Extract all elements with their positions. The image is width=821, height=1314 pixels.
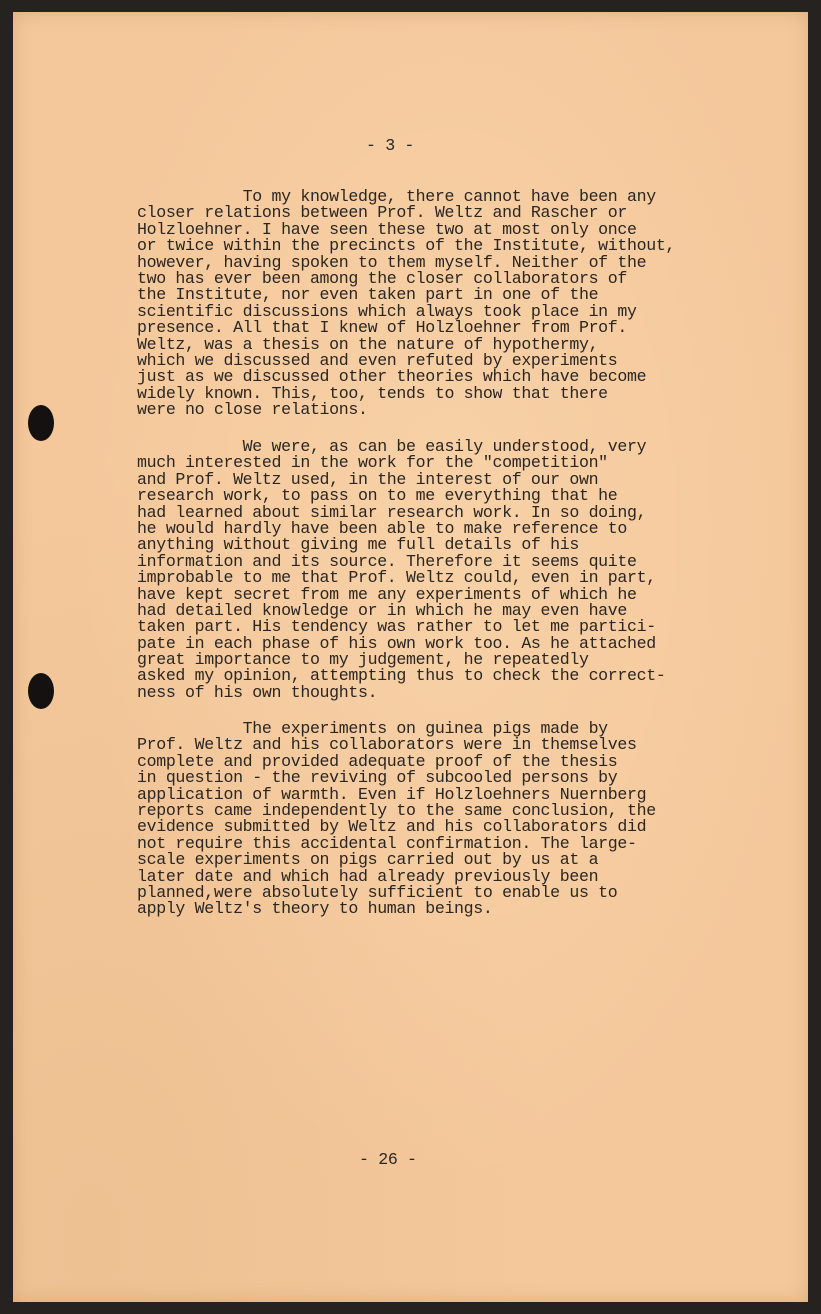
text-line: just as we discussed other theories which have become [137, 367, 647, 387]
text-line: research work, to pass on to me everything that he [137, 486, 618, 506]
page-number-bottom: - 26 - [359, 1150, 417, 1169]
text-line: two has ever been among the closer collaborators of [137, 268, 628, 288]
text-line: not require this accidental confirmation. The large- [137, 833, 637, 853]
text-line: Weltz, was a thesis on the nature of hypothermy, [137, 334, 599, 354]
text-line: evidence submitted by Weltz and his collaborators did [137, 817, 647, 837]
text-line: or twice within the precincts of the Institute, without, [137, 236, 676, 256]
text-line: closer relations between Prof. Weltz and Rascher or [137, 203, 628, 223]
text-line: asked my opinion, attempting thus to check the correct- [137, 666, 666, 686]
text-line: Prof. Weltz and his collaborators were in themselves [137, 735, 637, 755]
text-line: To my knowledge, there cannot have been any [137, 187, 656, 206]
text-line: later date and which had already previously been [137, 866, 599, 886]
text-line: application of warmth. Even if Holzloehners Nuernberg [137, 784, 647, 804]
text-line: he would hardly have been able to make reference to [137, 518, 628, 538]
text-line: great importance to my judgement, he repeatedly [137, 650, 589, 670]
text-line: We were, as can be easily understood, very [137, 437, 647, 456]
text-line: were no close relations. [137, 400, 368, 420]
paragraph-3 [137, 721, 656, 918]
page-number-top: - 3 - [366, 136, 415, 155]
text-line: had learned about similar research work. In so doing, [137, 502, 647, 522]
text-line: Holzloehner. I have seen these two at most only once [137, 219, 637, 239]
text-line: had detailed knowledge or in which he may even have [137, 600, 628, 620]
text-line: The experiments on guinea pigs made by [137, 719, 608, 738]
document-page [13, 12, 808, 1302]
text-line: apply Weltz's theory to human beings. [137, 899, 493, 919]
text-line: scale experiments on pigs carried out by us at a [137, 850, 599, 870]
text-line: which we discussed and even refuted by experiments [137, 350, 618, 370]
text-line: much interested in the work for the "competition" [137, 453, 608, 473]
text-line: presence. All that I knew of Holzloehner from Prof. [137, 318, 628, 338]
text-line: improbable to me that Prof. Weltz could, even in part, [137, 568, 656, 588]
text-line: pate in each phase of his own work too. As he attached [137, 633, 656, 653]
text-line: planned,were absolutely sufficient to enable us to [137, 882, 618, 902]
text-line: information and its source. Therefore it seems quite [137, 551, 637, 571]
text-line: ness of his own thoughts. [137, 682, 378, 702]
text-line: taken part. His tendency was rather to let me partici- [137, 617, 656, 637]
punch-hole [28, 673, 54, 709]
punch-hole [28, 405, 54, 441]
text-line: the Institute, nor even taken part in one of the [137, 285, 599, 305]
paragraph-2 [137, 439, 665, 701]
text-line: anything without giving me full details of his [137, 535, 579, 555]
text-line: reports came independently to the same conclusion, the [137, 800, 656, 820]
text-line: and Prof. Weltz used, in the interest of our own [137, 469, 599, 489]
text-line: scientific discussions which always took place in my [137, 301, 637, 321]
text-line: complete and provided adequate proof of the thesis [137, 751, 618, 771]
text-line: in question - the reviving of subcooled persons by [137, 768, 618, 788]
text-line: however, having spoken to them myself. Neither of the [137, 252, 647, 272]
text-line: widely known. This, too, tends to show that there [137, 383, 608, 403]
text-line: have kept secret from me any experiments of which he [137, 584, 637, 604]
paragraph-1 [137, 189, 675, 418]
